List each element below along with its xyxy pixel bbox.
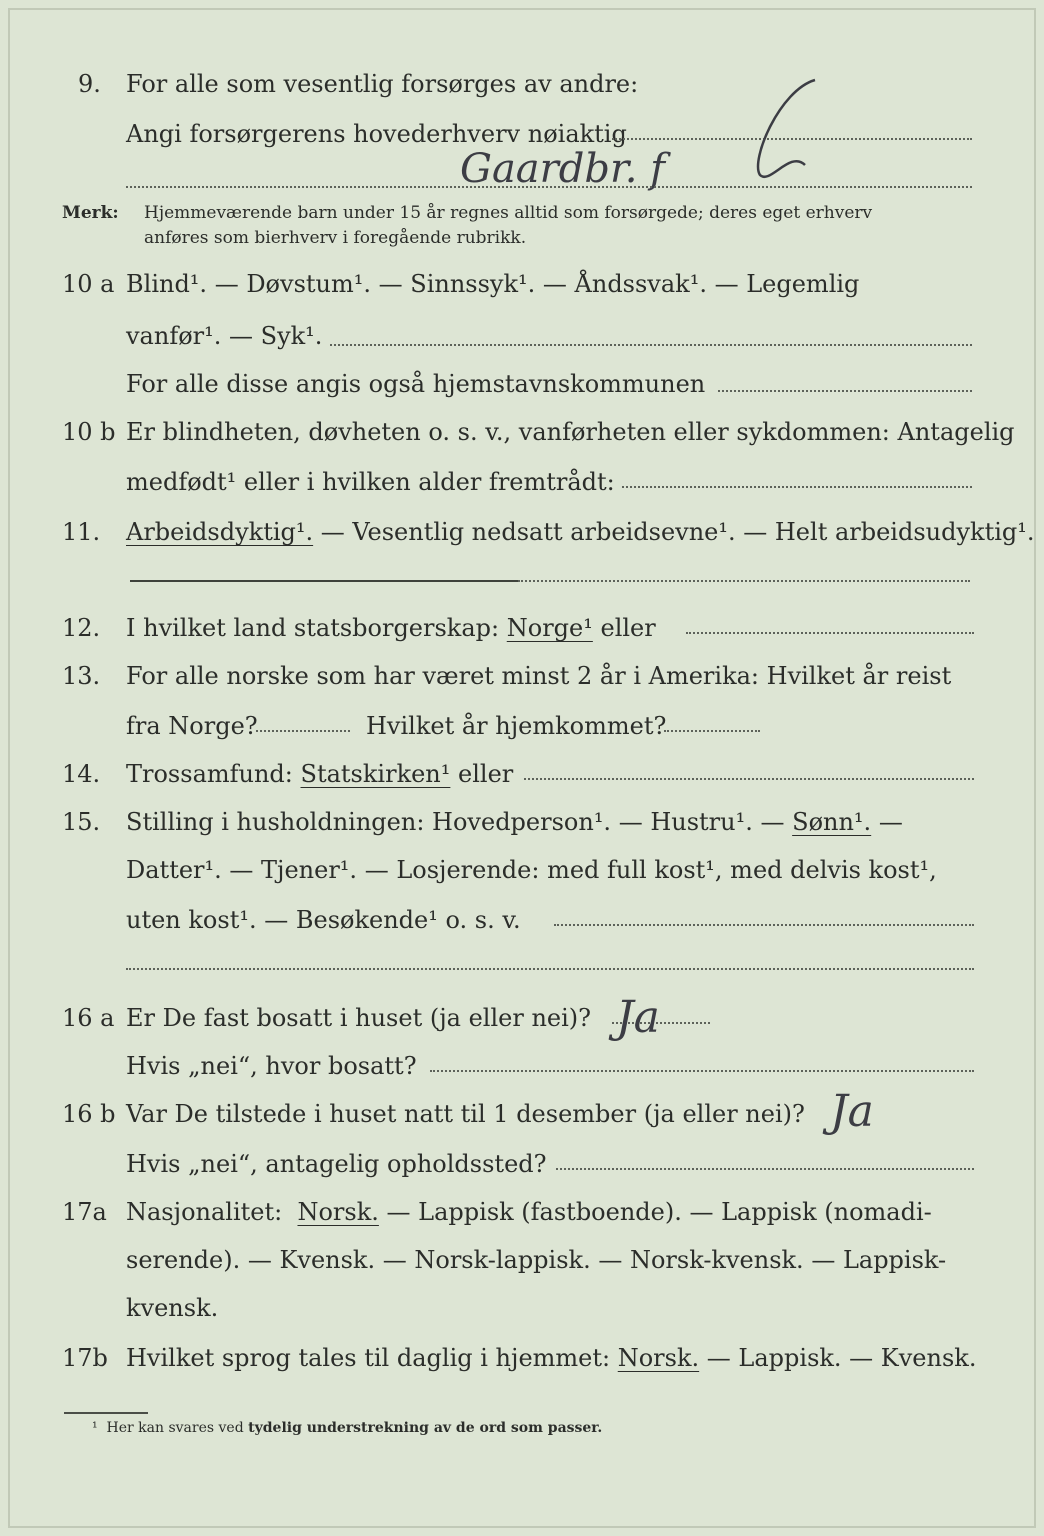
q17b-number: 17b	[62, 1344, 108, 1372]
q12-text	[126, 614, 656, 642]
q10a-line3: For alle disse angis også hjemstavnskommunen	[126, 370, 706, 398]
handwritten-flourish	[720, 70, 830, 190]
q12-number: 12.	[62, 614, 101, 642]
q15-number: 15.	[62, 808, 101, 836]
q16b-line1: Var De tilstede i huset natt til 1 desember (ja eller nei)?	[126, 1100, 805, 1128]
q17b-question: Hvilket sprog tales til daglig i hjemmet:	[126, 1344, 611, 1372]
q12-underlined-choice: Norge¹	[506, 614, 593, 642]
q15-answer-line	[554, 924, 974, 926]
q14-underlined-choice: Statskirken¹	[300, 760, 451, 788]
q13-number: 13.	[62, 662, 101, 690]
q10b-answer-line	[622, 486, 972, 488]
q11-line-dotted	[518, 580, 970, 582]
q15-line2: Datter¹. — Tjener¹. — Losjerende: med full kost¹, med delvis kost¹,	[126, 856, 937, 884]
q16a-line2: Hvis „nei“, hvor bosatt?	[126, 1052, 417, 1080]
q14-tail: eller	[458, 760, 514, 788]
q10a-line2: vanfør¹. — Syk¹.	[126, 322, 323, 350]
q15-line3: uten kost¹. — Besøkende¹ o. s. v.	[126, 906, 521, 934]
q16a-number: 16 a	[62, 1004, 115, 1032]
merk-label: Merk:	[62, 203, 119, 223]
q16b-handwritten-answer: Ja	[830, 1086, 874, 1137]
q16a-line1: Er De fast bosatt i huset (ja eller nei)?	[126, 1004, 592, 1032]
q15-line1-end: —	[871, 808, 903, 836]
q14-number: 14.	[62, 760, 101, 788]
q13-line1: For alle norske som har været minst 2 år i Amerika: Hvilket år reist	[126, 662, 952, 690]
q9-line2: Angi forsørgerens hovederhverv nøiaktig	[126, 120, 627, 148]
q11-rest: — Vesentlig nedsatt arbeidsevne¹. — Helt arbeidsudyktig¹.	[313, 518, 1035, 546]
q9-handwritten-answer: Gaardbr. f	[460, 146, 665, 192]
q16a-bosatt-line	[430, 1070, 974, 1072]
merk-line2: anføres som bierhverv i foregående rubrikk.	[144, 228, 527, 248]
q11-line-solid	[130, 580, 518, 582]
q14-answer-line	[524, 778, 974, 780]
q16b-opholdssted-line	[556, 1168, 974, 1170]
q15-line1	[126, 808, 903, 836]
footnote-plain: Her kan svares ved	[106, 1420, 244, 1436]
q12-answer-line	[686, 632, 974, 634]
q13-line2b: Hvilket år hjemkommet?	[366, 712, 667, 740]
q12-question: I hvilket land statsborgerskap:	[126, 614, 500, 642]
q17a-number: 17a	[62, 1198, 107, 1226]
q15-underlined-choice: Sønn¹.	[792, 808, 872, 836]
q17a-line2: serende). — Kvensk. — Norsk-lappisk. — Norsk-kvensk. — Lappisk-	[126, 1246, 947, 1274]
q17b-line	[126, 1344, 976, 1372]
q13-line2a: fra Norge?	[126, 712, 258, 740]
q9-number: 9.	[78, 70, 101, 98]
footnote	[92, 1420, 602, 1436]
merk-line1: Hjemmeværende barn under 15 år regnes alltid som forsørgede; deres eget erhverv	[144, 203, 873, 223]
q15-line1-start: Stilling i husholdningen: Hovedperson¹. — Hustru¹. —	[126, 808, 785, 836]
q17b-rest: — Lappisk. — Kvensk.	[699, 1344, 977, 1372]
q11-text	[126, 518, 1035, 546]
q13-reist-line	[256, 730, 350, 732]
q10a-kommune-line	[718, 390, 972, 392]
footnote-bold: tydelig understrekning av de ord som passer.	[248, 1420, 603, 1436]
q10a-line1: Blind¹. — Døvstum¹. — Sinnssyk¹. — Åndssvak¹. — Legemlig	[126, 270, 860, 298]
q17b-underlined-choice: Norsk.	[617, 1344, 700, 1372]
q17a-underlined-choice: Norsk.	[297, 1198, 379, 1226]
q16b-line2: Hvis „nei“, antagelig opholdssted?	[126, 1150, 547, 1178]
footnote-mark: ¹	[92, 1420, 98, 1436]
q10a-number: 10 a	[62, 270, 115, 298]
q11-number: 11.	[62, 518, 101, 546]
q17a-label: Nasjonalitet:	[126, 1198, 283, 1226]
q10a-answer-line	[330, 344, 972, 346]
q13-hjemkommet-line	[664, 730, 760, 732]
q16a-handwritten-answer: Ja	[616, 992, 660, 1043]
q12-tail: eller	[600, 614, 656, 642]
q17a-line3: kvensk.	[126, 1294, 219, 1322]
q15-separator-line	[126, 968, 974, 970]
q11-underlined-choice: Arbeidsdyktig¹.	[126, 518, 314, 546]
footnote-separator	[64, 1412, 148, 1414]
q10b-number: 10 b	[62, 418, 116, 446]
q17a-line1	[126, 1198, 932, 1226]
q9-answer-line2	[126, 186, 972, 188]
q14-text	[126, 760, 513, 788]
q14-question: Trossamfund:	[126, 760, 293, 788]
q9-line1: For alle som vesentlig forsørges av andre:	[126, 70, 639, 98]
q10b-line1: Er blindheten, døvheten o. s. v., vanførheten eller sykdommen: Antagelig	[126, 418, 1015, 446]
q17a-line1-rest: — Lappisk (fastboende). — Lappisk (nomadi-	[378, 1198, 932, 1226]
q16b-number: 16 b	[62, 1100, 116, 1128]
q10b-line2: medfødt¹ eller i hvilken alder fremtrådt:	[126, 468, 615, 496]
